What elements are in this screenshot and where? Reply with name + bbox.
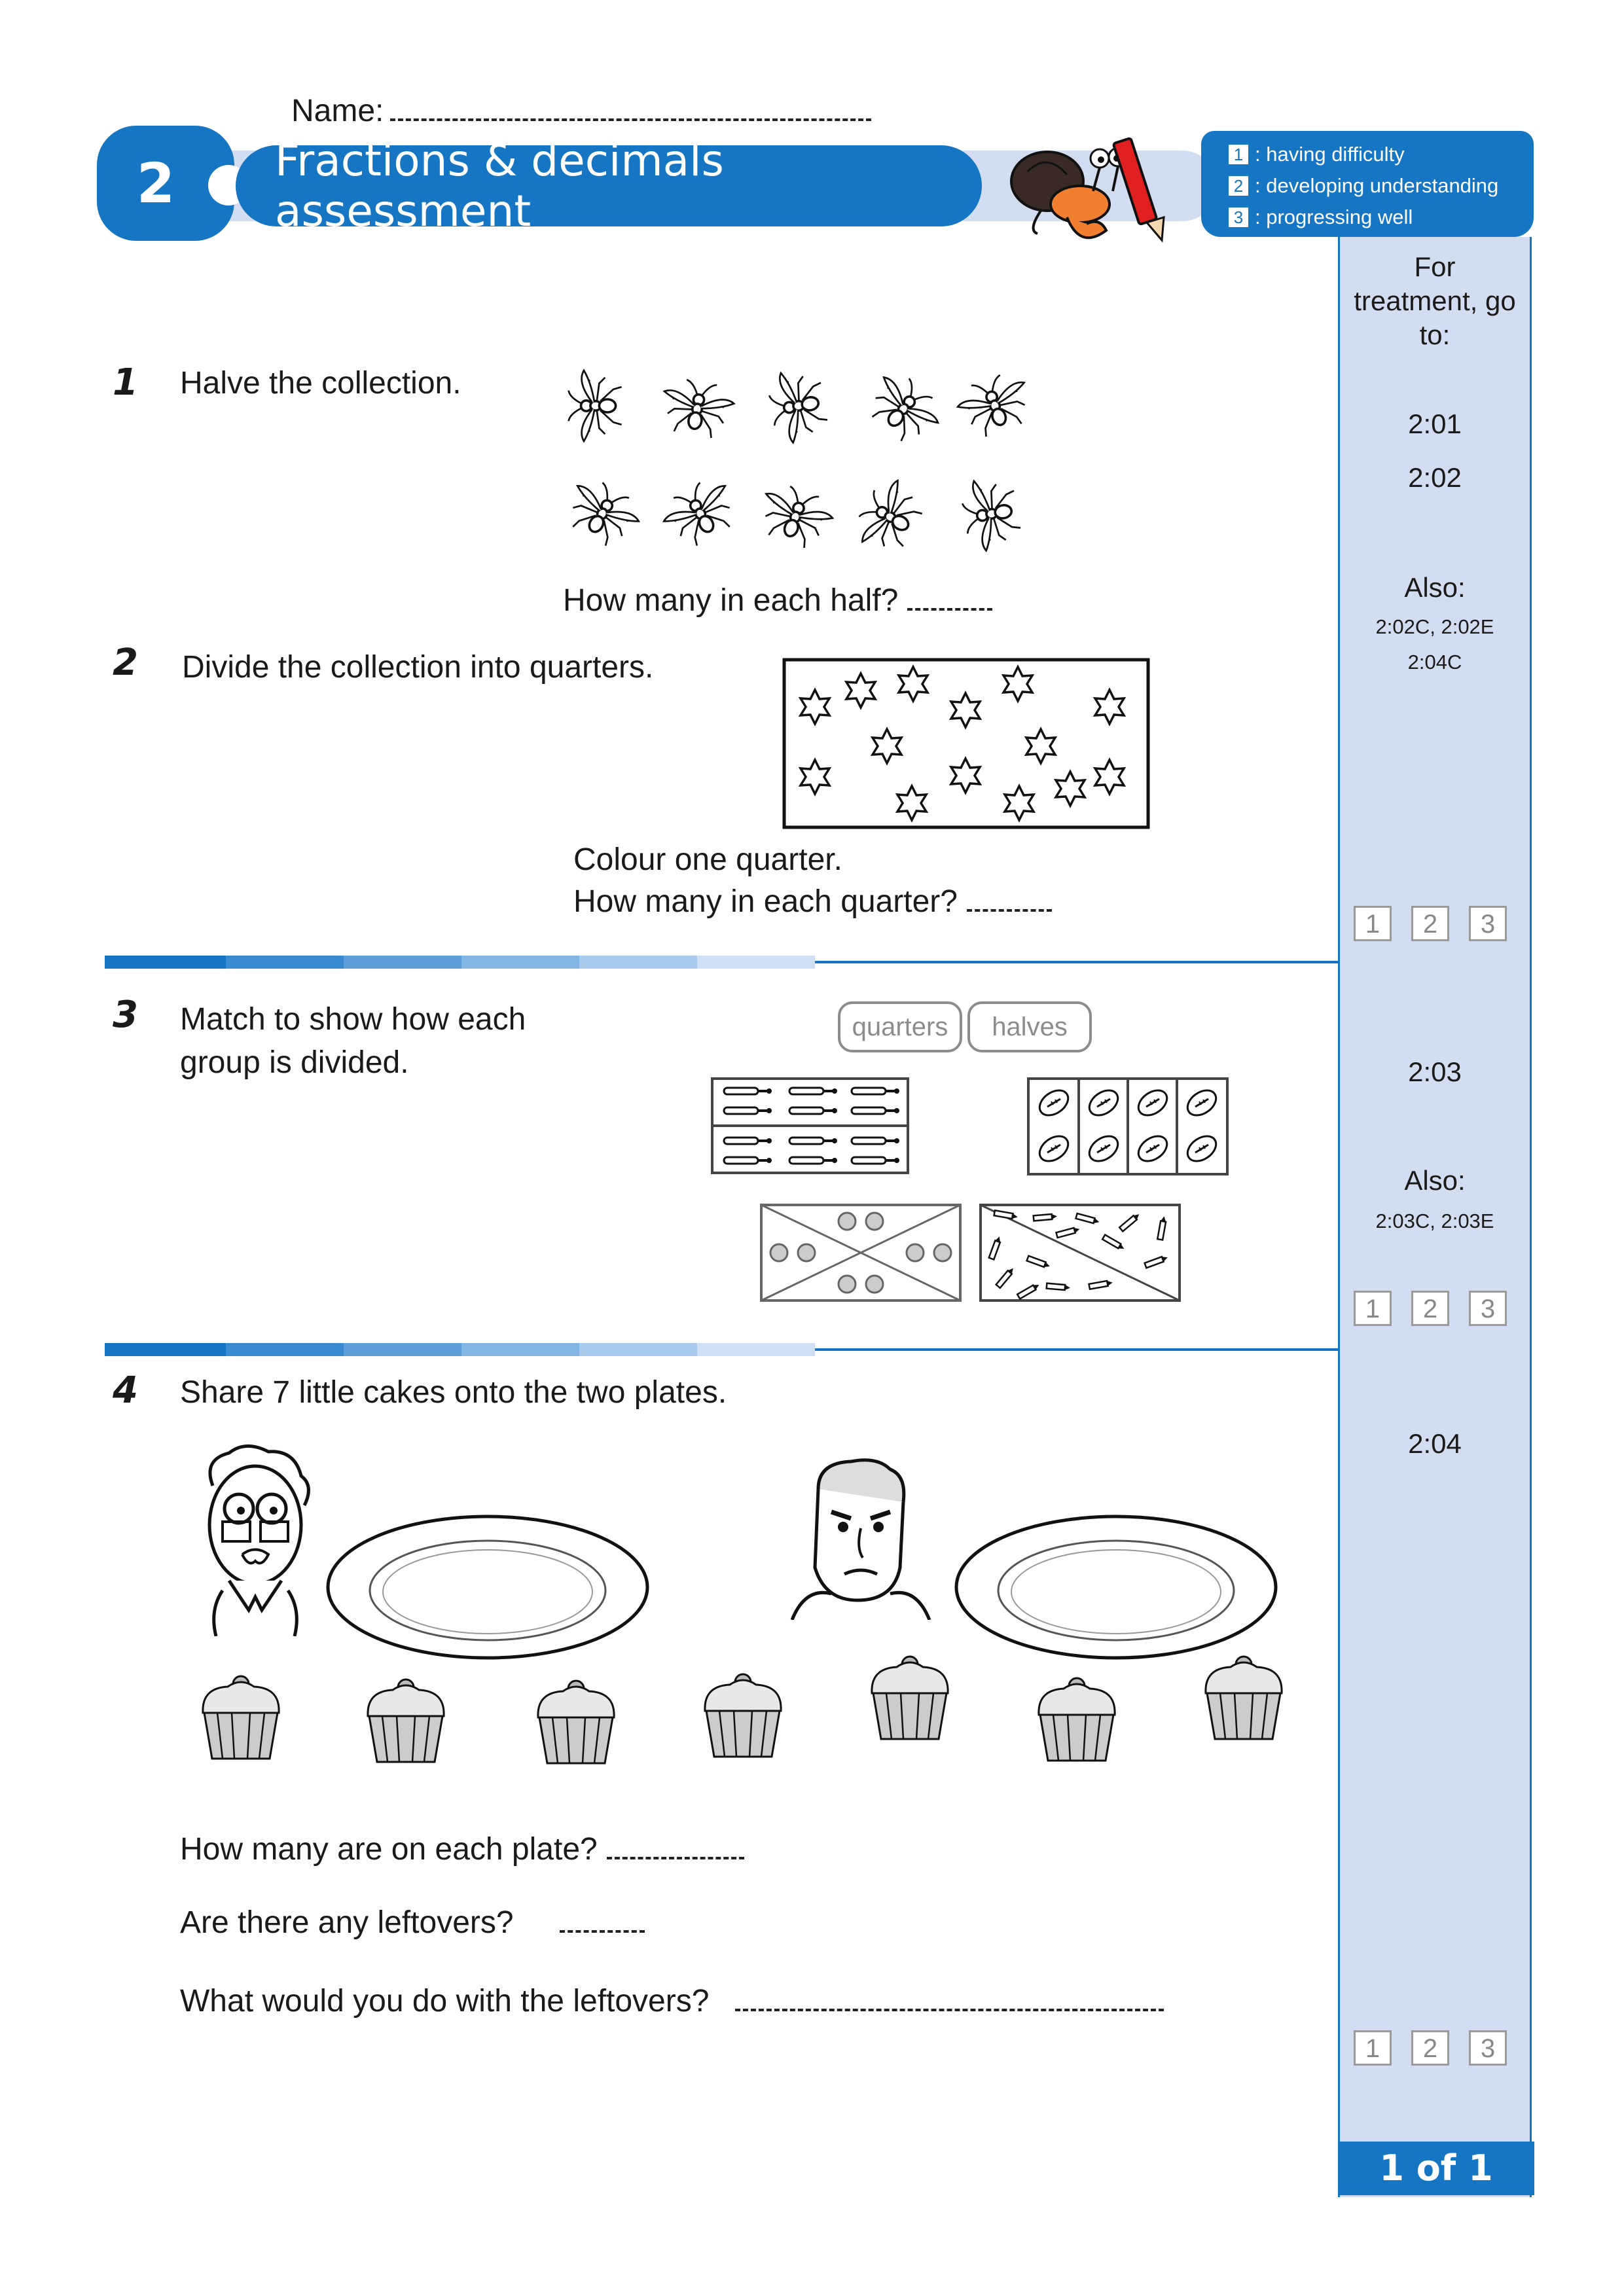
legend-num: 2 [1229,176,1248,196]
ant-icon [558,473,646,554]
ant-icon [952,368,1037,442]
halves-label[interactable]: halves [967,1001,1092,1052]
question-number: 1 [113,361,138,404]
cupcake-icon[interactable] [538,1681,614,1763]
answer-blank[interactable] [967,889,1052,912]
counter-icon [839,1276,856,1293]
question-instruction: Colour one quarter. [573,842,842,877]
score-box-3[interactable]: 3 [1469,2030,1507,2066]
legend-label: : progressing well [1255,206,1413,228]
cupcake-icon[interactable] [1039,1678,1115,1761]
legend-num: 1 [1229,145,1248,164]
prompt-text: What would you do with the leftovers? [180,1984,710,2018]
prompt-text: How many in each quarter? [573,884,958,919]
cupcake-icon[interactable] [368,1679,444,1762]
also-label: Also: [1404,572,1466,603]
score-box-3[interactable]: 3 [1469,1291,1507,1326]
cupcake-icon[interactable] [203,1676,279,1759]
rating-legend [1201,131,1534,237]
question-number: 2 [113,641,138,684]
question-text: Divide the collection into quarters. [182,650,654,685]
legend-num: 3 [1229,207,1248,227]
section-divider [105,956,1339,969]
question-prompt [180,1827,744,1872]
answer-blank[interactable] [560,1910,645,1933]
legend-item-2 [1229,170,1534,202]
score-box-2[interactable]: 2 [1411,906,1449,941]
legend-label: : having difficulty [1255,143,1405,166]
counter-icon [866,1276,883,1293]
hermit-crab-mascot-icon [1001,119,1185,270]
score-box-2[interactable]: 2 [1411,1291,1449,1326]
prompt-text: How many in each half? [563,583,899,618]
ant-icon [657,473,744,554]
question-text: Halve the collection. [180,366,461,401]
cupcake-icon[interactable] [1206,1657,1282,1739]
counter-icon [770,1244,787,1261]
counter-icon [934,1244,951,1261]
name-field[interactable] [291,93,871,129]
ant-icon [859,367,948,452]
answer-blank[interactable] [607,1837,744,1859]
question-prompt [573,880,1052,924]
treatment-code: 2:01 [1408,408,1462,439]
plate-2[interactable] [952,1512,1280,1662]
prompt-text: How many are on each plate? [180,1832,598,1867]
footballs-group-quarters [1026,1077,1229,1176]
ant-icon [849,473,930,561]
score-boxes-q12 [1354,906,1507,941]
legend-item-3 [1229,202,1534,233]
name-blank[interactable] [390,99,871,121]
ant-icon [753,480,838,554]
score-boxes-q3 [1354,1291,1507,1326]
ant-icon [658,376,736,441]
name-label: Name: [291,94,384,128]
answer-blank[interactable] [735,1989,1164,2011]
counter-icon [839,1213,856,1230]
star-collection [782,658,1150,829]
also-code: 2:04C [1407,651,1462,673]
question-number: 4 [113,1369,138,1412]
unit-number: 2 [136,151,175,215]
score-box-2[interactable]: 2 [1411,2030,1449,2066]
page-title [236,135,982,236]
score-box-3[interactable]: 3 [1469,906,1507,941]
cupcakes-row [190,1649,1303,1774]
counter-icon [798,1244,815,1261]
question-number: 3 [113,994,138,1036]
score-boxes-q4 [1354,2030,1507,2066]
also-label: Also: [1404,1165,1466,1196]
answer-blank[interactable] [907,588,992,611]
question-text-line: group is divided. [180,1045,409,1080]
question-prompt [180,1979,1164,2024]
cupcake-icon[interactable] [872,1657,948,1739]
treatment-code: 2:02 [1408,462,1462,493]
question-text-line: Match to show how each [180,1002,526,1037]
score-box-1[interactable]: 1 [1354,906,1392,941]
question-text: Share 7 little cakes onto the two plates. [180,1375,727,1410]
also-code: 2:03C, 2:03E [1375,1210,1494,1232]
section-divider [105,1343,1339,1356]
page-indicator: 1 of 1 [1338,2142,1534,2195]
pencils-group-halves [979,1203,1182,1302]
ant-icon [766,367,831,445]
circles-group-quarters [759,1203,962,1302]
quarters-label[interactable]: quarters [838,1001,962,1052]
ant-icon [569,370,622,441]
score-box-1[interactable]: 1 [1354,2030,1392,2066]
score-box-1[interactable]: 1 [1354,1291,1392,1326]
plate-1[interactable] [324,1512,651,1662]
title-text: Fractions & decimals assessment [275,135,724,236]
legend-label: : developing understanding [1255,174,1499,197]
treatment-code: 2:03 [1408,1056,1462,1087]
prompt-text: Are there any leftovers? [180,1905,514,1940]
old-man-icon [183,1440,327,1636]
question-prompt [563,579,992,623]
grumpy-man-icon [779,1450,943,1620]
bats-group-halves [710,1077,910,1175]
also-code: 2:02C, 2:02E [1375,615,1494,638]
question-prompt [180,1901,645,1945]
treatment-code: 2:04 [1408,1428,1462,1459]
counter-icon [907,1244,924,1261]
ant-icon [959,475,1024,553]
sidebar-heading: For treatment, go to: [1354,251,1516,350]
ant-collection [550,367,1047,569]
counter-icon [866,1213,883,1230]
cupcake-icon[interactable] [705,1674,781,1757]
legend-item-1 [1229,139,1534,170]
